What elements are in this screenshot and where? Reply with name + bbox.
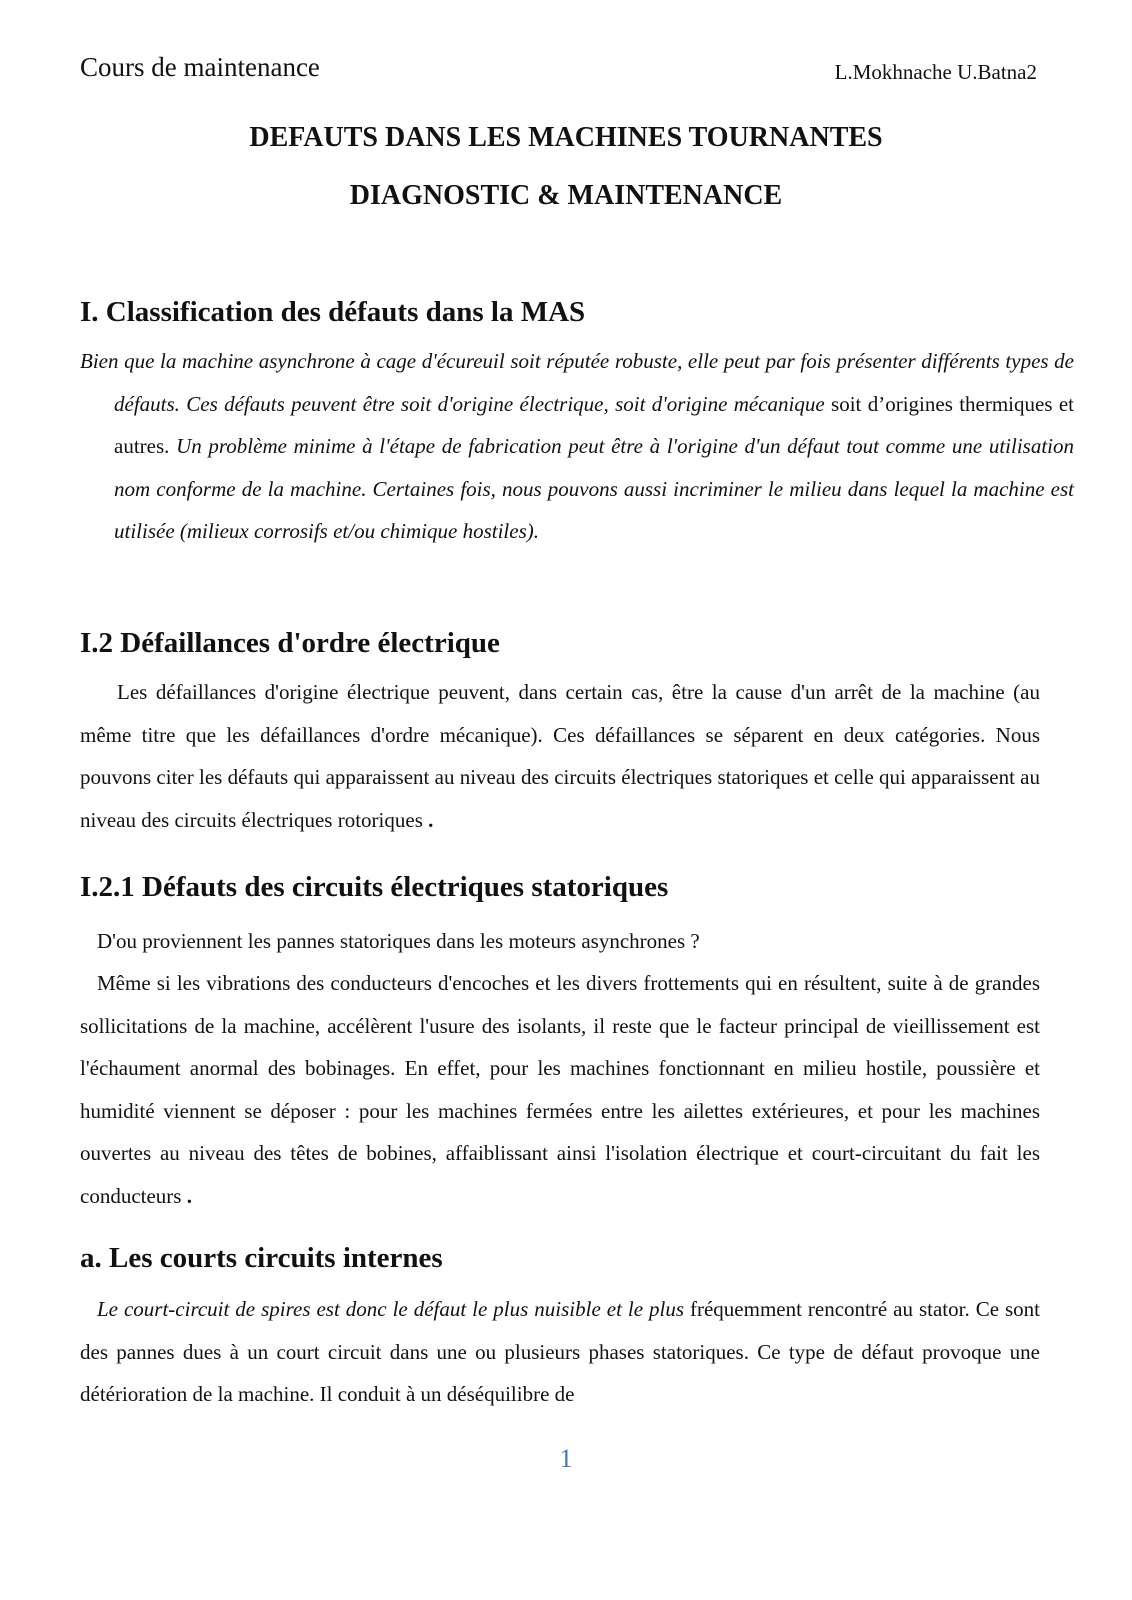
section-heading-short-circuits: a. Les courts circuits internes bbox=[80, 1242, 443, 1274]
paragraph-electrical-end: . bbox=[422, 807, 434, 832]
section-heading-classification: I. Classification des défauts dans la MAS bbox=[80, 296, 586, 328]
section-heading-stator-circuits: I.2.1 Défauts des circuits électriques statoriques bbox=[80, 871, 669, 903]
paragraph-electrical-text: Les défaillances d'origine électrique peuvent, dans certain cas, être la cause d'un arrêt de la machine (au même titre que les défaillances d'ordre mécanique). Ces défaillances se séparent en deux catégories. Nous pouvons citer les défauts qui apparaissent au niveau des circuits électriques statoriques et celle qui apparaissent au niveau des circuits électriques rotoriques bbox=[80, 680, 1040, 832]
paragraph-stator-end: . bbox=[181, 1183, 192, 1208]
paragraph-short-circuits-italic: Le court-circuit de spires est donc le défaut le plus nuisible et le plus bbox=[97, 1297, 685, 1321]
question-stator-failures: D'ou proviennent les pannes statoriques dans les moteurs asynchrones ? bbox=[97, 929, 700, 953]
section-heading-electrical: I.2 Défaillances d'ordre électrique bbox=[80, 627, 500, 659]
paragraph-stator-text: Même si les vibrations des conducteurs d'encoches et les divers frottements qui en résultent, suite à de grandes sollicitations de la machine, accélèrent l'usure des isolants, il reste que le facteur principal de vieillissement est l'échaument anormal des bobinages. En effet, pour les machines fonctionnant en milieu hostile, poussière et humidité viennent se déposer : pour les machines fermées entre les ailettes extérieures, et pour les machines ouvertes au niveau des têtes de bobines, affaiblissant ainsi l'isolation électrique et court-circuitant du fait les conducteurs bbox=[80, 971, 1040, 1208]
document-title-line-2: DIAGNOSTIC & MAINTENANCE bbox=[349, 180, 783, 211]
paragraph-classification-normal: soit d’origines thermiques et autres. bbox=[114, 391, 1074, 458]
paragraph-short-circuits bbox=[80, 1288, 1040, 1416]
author-header: L.Mokhnache U.Batna2 bbox=[834, 60, 1037, 84]
paragraph-classification bbox=[80, 340, 1074, 553]
course-header: Cours de maintenance bbox=[80, 52, 320, 82]
paragraph-short-circuits-normal: fréquemment rencontré au stator. Ce sont des pannes dues à un court circuit dans une ou plusieurs phases statoriques. Ce type de défaut provoque une détérioration de la machine. Il conduit à un déséquilibre de bbox=[80, 1297, 1040, 1406]
page-number: 1 bbox=[559, 1444, 573, 1473]
paragraph-electrical bbox=[80, 671, 1040, 841]
paragraph-classification-italic-b: Un problème minime à l'étape de fabrication peut être à l'origine d'un défaut tout comme une utilisation nom conforme de la machine. Certaines fois, nous pouvons aussi incriminer le milieu dans lequel la machine est utilisée (milieux corrosifs et/ou chimique hostiles). bbox=[114, 434, 1074, 543]
document-title-line-1: DEFAUTS DANS LES MACHINES TOURNANTES bbox=[249, 122, 883, 153]
paragraph-stator-circuits bbox=[80, 962, 1040, 1217]
paragraph-classification-italic-a: Bien que la machine asynchrone à cage d'écureuil soit réputée robuste, elle peut par fois présenter différents types de défauts. Ces défauts peuvent être soit d'origine électrique, soit d'origine mécanique bbox=[80, 349, 1074, 416]
